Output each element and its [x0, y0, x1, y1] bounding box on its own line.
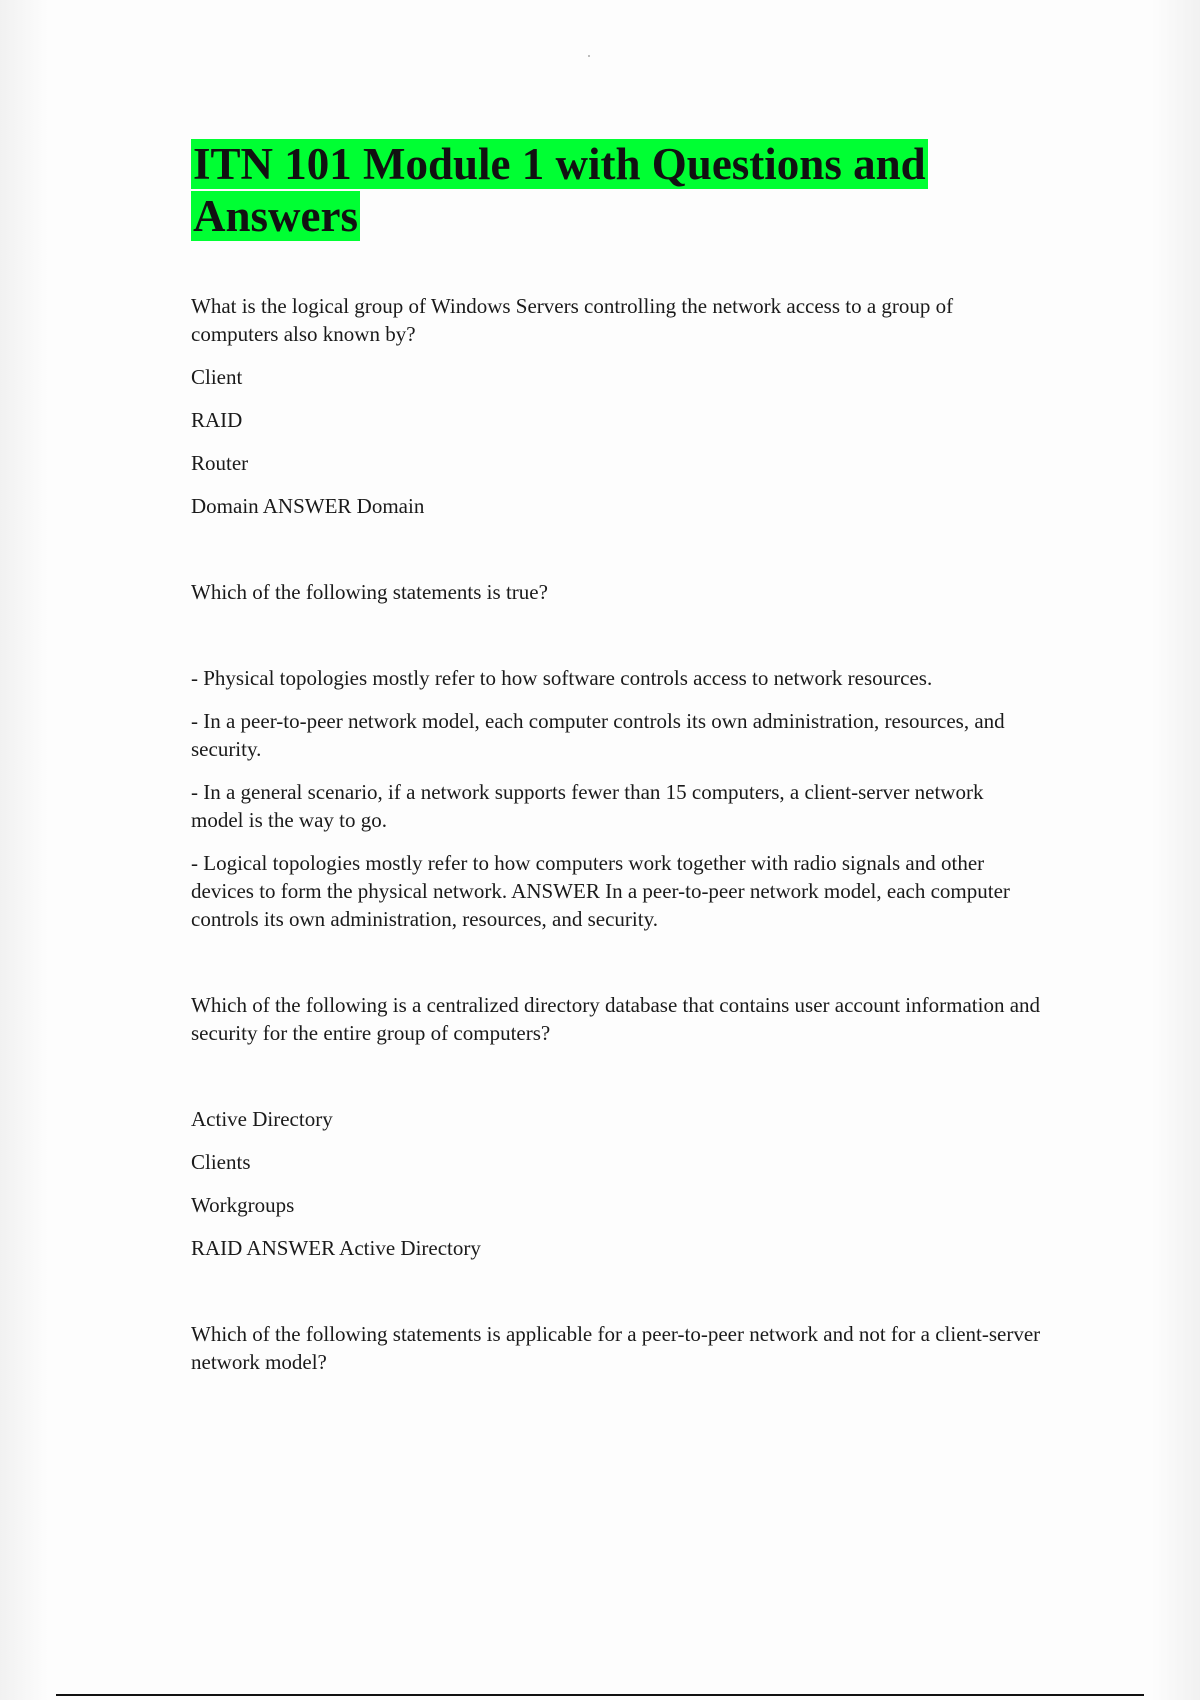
scan-speck — [588, 55, 590, 57]
question-2-answer: - Logical topologies mostly refer to how computers work together with radio signals and other devices to form the physical network. ANSWER In a peer-to-peer network model, each computer controls its own administration, resources, and security. — [191, 851, 1010, 931]
question-1: What is the logical group of Windows Servers controlling the network access to a group of computers also known by? — [191, 294, 954, 346]
question-4: Which of the following statements is applicable for a peer-to-peer network and not for a client-server network model? — [191, 1322, 1041, 1374]
page-bottom-rule — [56, 1694, 1144, 1696]
question-2-options — [191, 664, 1041, 933]
question-3-option-2: Clients — [191, 1150, 251, 1174]
question-3-option-1: Active Directory — [191, 1107, 333, 1131]
question-3-answer: RAID ANSWER Active Directory — [191, 1236, 481, 1260]
question-1-options — [191, 363, 1041, 520]
document-title-highlight: ITN 101 Module 1 with Questions and Answers — [193, 139, 926, 241]
question-2-option-1: - Physical topologies mostly refer to how software controls access to network resources. — [191, 666, 933, 690]
question-1-option-2: RAID — [191, 408, 243, 432]
question-2: Which of the following statements is true? — [191, 580, 548, 604]
question-1-option-1: Client — [191, 365, 243, 389]
question-1-option-3: Router — [191, 451, 249, 475]
document-title — [191, 138, 1041, 242]
question-2-option-3: - In a general scenario, if a network supports fewer than 15 computers, a client-server network model is the way to go. — [191, 780, 984, 832]
question-1-answer: Domain ANSWER Domain — [191, 494, 425, 518]
document-content — [191, 138, 1041, 1376]
page-edge-shadow-right — [1152, 0, 1200, 1700]
question-3-option-3: Workgroups — [191, 1193, 295, 1217]
page-edge-shadow-left — [0, 0, 48, 1700]
question-2-option-2: - In a peer-to-peer network model, each computer controls its own administration, resources, and security. — [191, 709, 1005, 761]
question-3-options — [191, 1105, 1041, 1262]
question-3: Which of the following is a centralized directory database that contains user account information and security for the entire group of computers? — [191, 993, 1041, 1045]
